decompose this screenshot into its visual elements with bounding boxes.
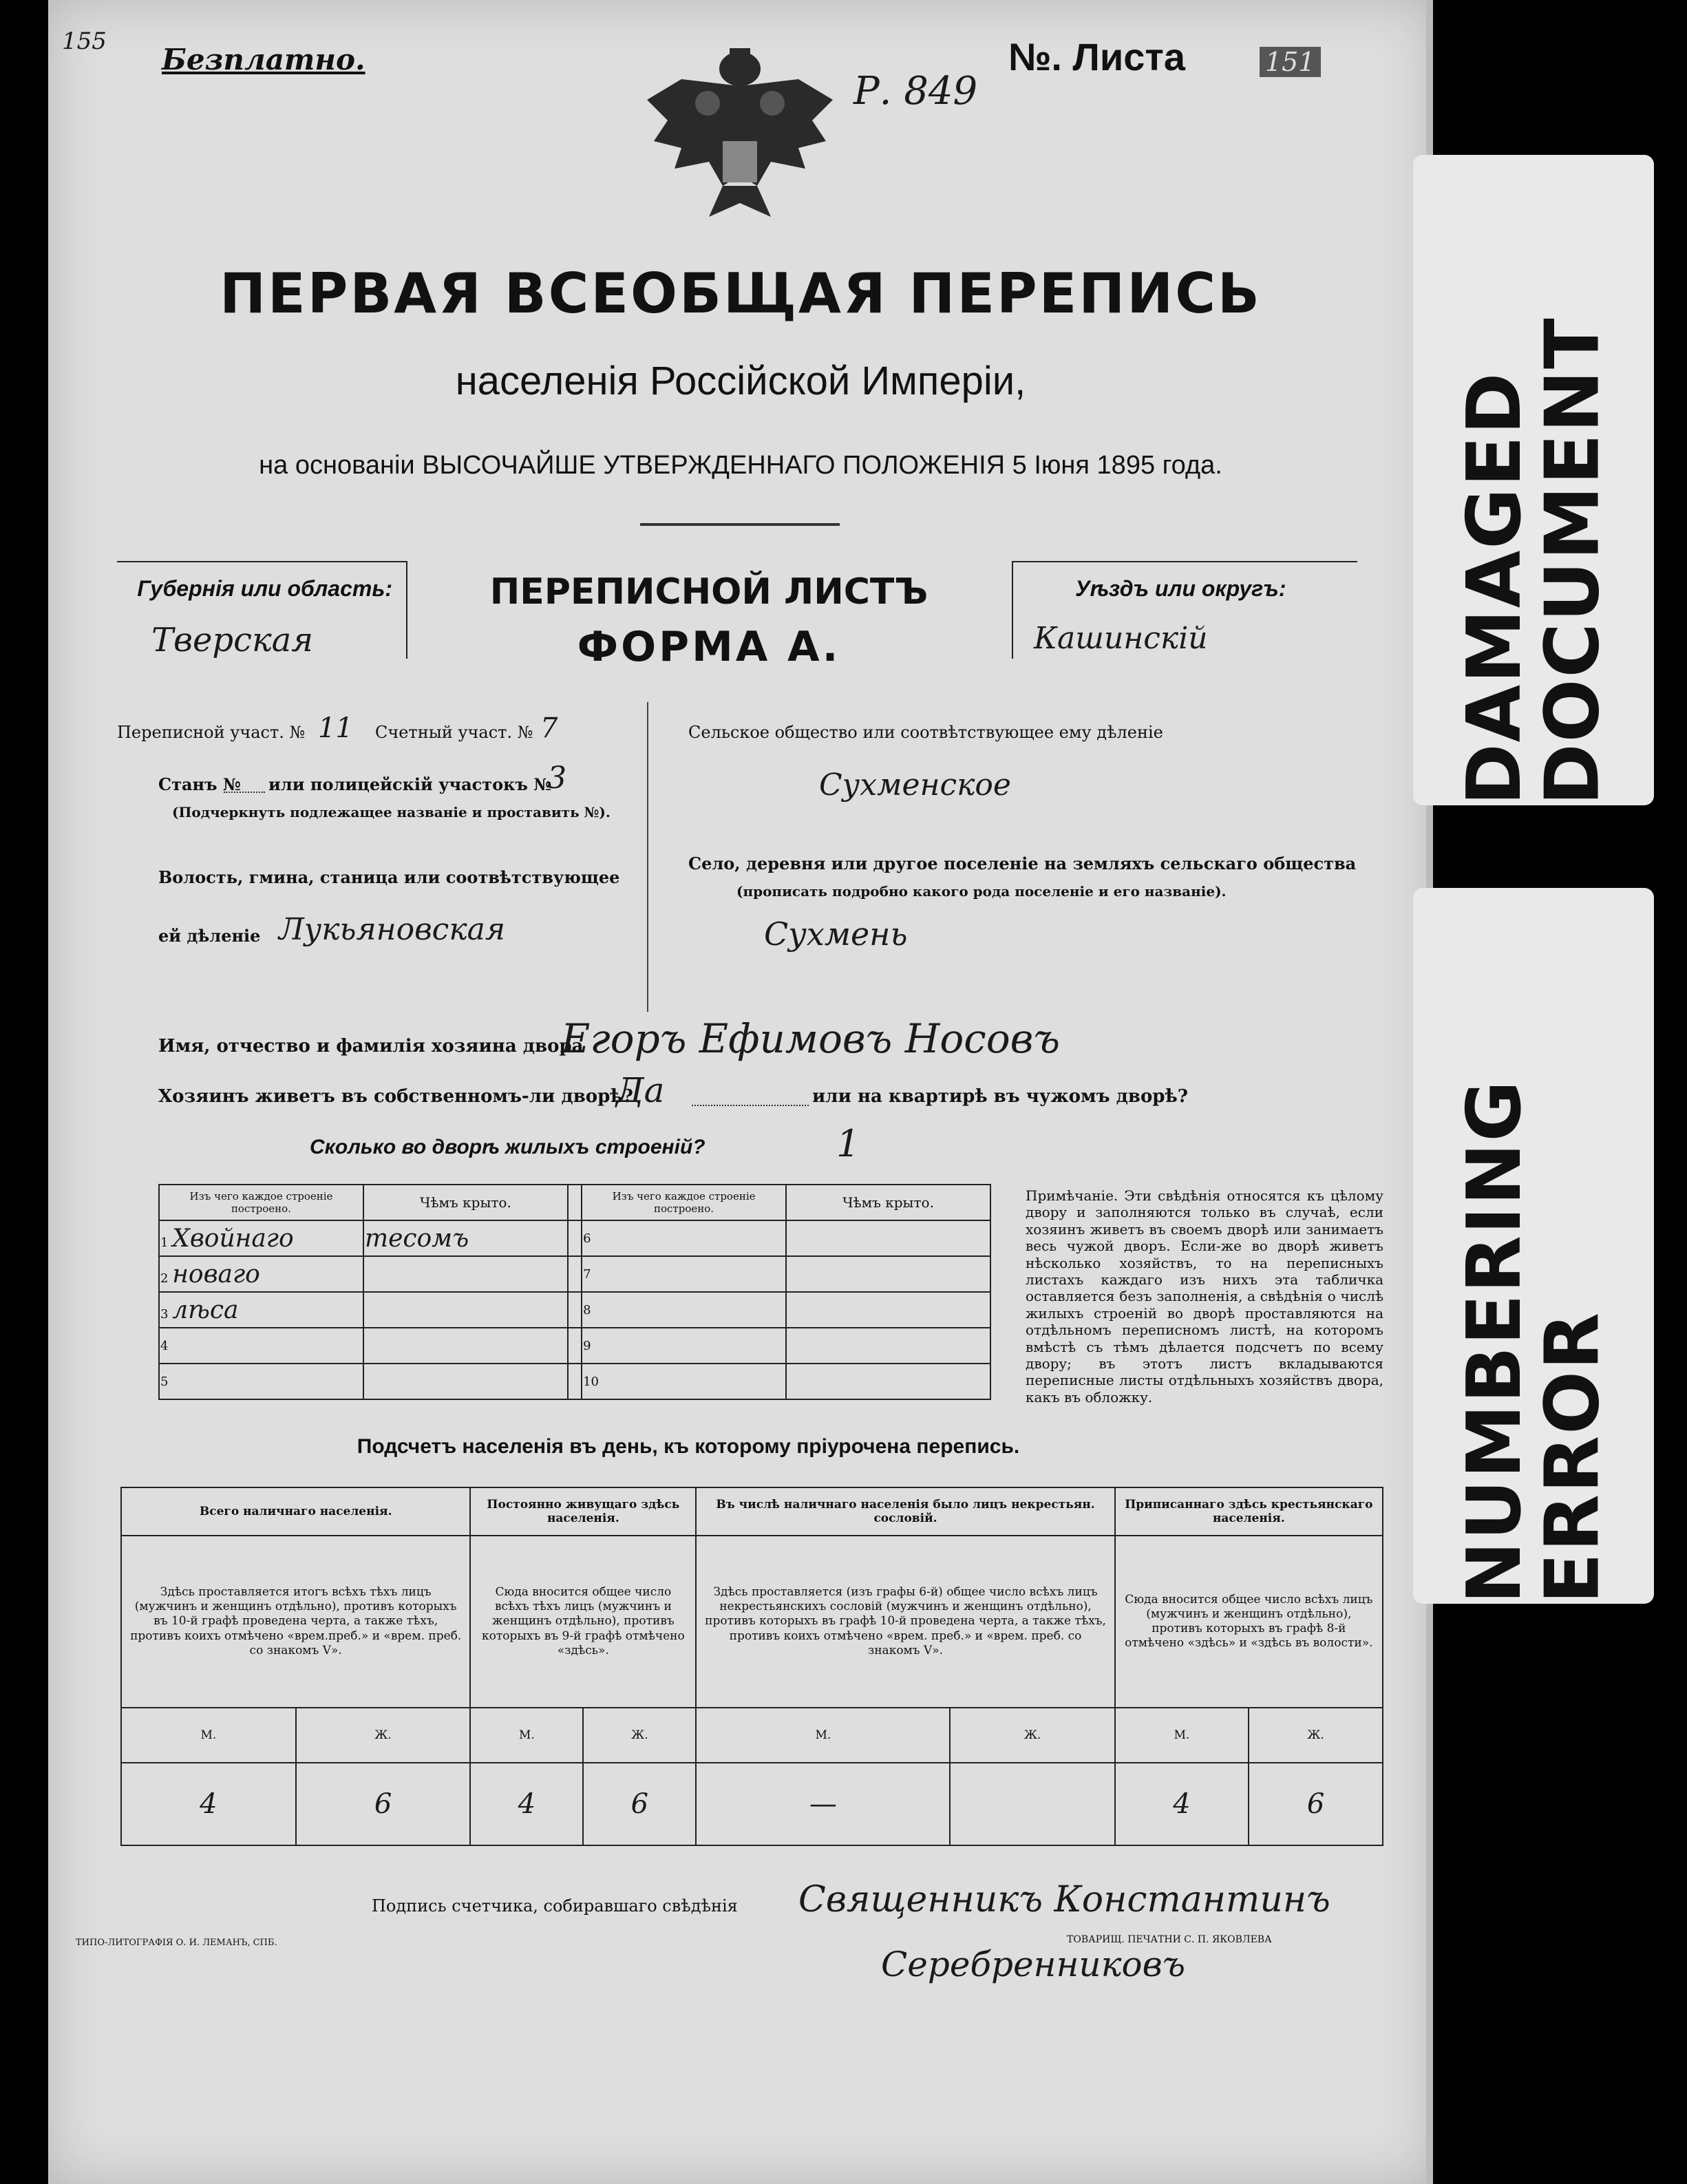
owner-label: Имя, отчество и фамилія хозяина двора <box>158 1036 584 1057</box>
population-title: Подсчетъ населенія въ день, къ которому пріурочена перепись. <box>357 1435 1020 1458</box>
pop-permanent-m: 4 <box>470 1763 583 1845</box>
selo-label: Село, деревня или другое поселеніе на земляхъ сельскаго общества <box>688 854 1357 873</box>
margin-number: 155 <box>62 28 107 55</box>
pop-f-label: Ж. <box>296 1708 471 1763</box>
stan-label: Станъ № <box>158 774 241 794</box>
pop-desc-3: Здѣсь проставляется (изъ графы 6-й) общее число всѣхъ лицъ некрестьянскихъ сословій (мужчинъ и женщинъ отдѣльно), противъ которыхъ въ графѣ 10-й проведена черта, а также тѣхъ, противъ коихъ отмѣчено «врем. преб.» и «врем. преб. со знакомъ V». <box>696 1536 1114 1708</box>
pop-head-1: Всего наличнаго населенія. <box>121 1487 470 1536</box>
legal-basis: на основаніи ВЫСОЧАЙШЕ УТВЕРЖДЕННАГО ПОЛОЖЕНІЯ 5 Іюня 1895 года. <box>259 451 1222 480</box>
main-title: ПЕРВАЯ ВСЕОБЩАЯ ПЕРЕПИСЬ <box>220 262 1262 326</box>
bt-row-5: 5 <box>159 1364 363 1399</box>
buildings-table <box>158 1184 991 1400</box>
form-title: ПЕРЕПИСНОЙ ЛИСТЪ <box>489 571 929 613</box>
volost-value: Лукьяновская <box>279 912 505 947</box>
pop-m-label: М. <box>470 1708 583 1763</box>
gubernia-box <box>117 561 407 659</box>
free-label: Безплатно. <box>162 43 365 76</box>
population-table <box>120 1487 1383 1846</box>
table-row <box>159 1364 990 1399</box>
selo-value: Сухмень <box>764 915 908 953</box>
police-label: или полицейскій участокъ № <box>268 774 552 794</box>
bt-row-4: 4 <box>159 1328 363 1364</box>
bt-col-roof-right: Чѣмъ крыто. <box>786 1185 990 1220</box>
column-divider <box>647 702 648 1012</box>
perepis-uch-value: 11 <box>318 712 353 744</box>
table-row: 3 лѣса 8 <box>159 1292 990 1328</box>
lives-rent-label: или на квартирѣ въ чужомъ дворѣ? <box>812 1086 1188 1107</box>
table-row: 2 новаго 7 <box>159 1256 990 1292</box>
pop-peasant-f: 6 <box>1249 1763 1383 1845</box>
police-value: 3 <box>547 761 566 796</box>
pop-nonpeasant-f <box>950 1763 1114 1845</box>
pop-f-label: Ж. <box>1249 1708 1383 1763</box>
subtitle: населенія Россійской Имперіи, <box>455 359 1026 403</box>
pop-peasant-m: 4 <box>1115 1763 1249 1845</box>
pop-m-label: М. <box>696 1708 950 1763</box>
lives-line <box>692 1105 809 1106</box>
selo-note: (прописать подробно какого рода поселеніе и его названіе). <box>736 883 1227 900</box>
schet-uch-value: 7 <box>540 712 558 744</box>
pop-head-4: Приписаннаго здѣсь крестьянскаго населенія. <box>1115 1487 1383 1536</box>
selskoe-value: Сухменское <box>819 767 1011 803</box>
schet-uch-label: Счетный участ. № <box>375 723 533 742</box>
pop-m-label: М. <box>121 1708 296 1763</box>
printer-right: ТОВАРИЩ. ПЕЧАТНИ С. П. ЯКОВЛЕВА <box>1067 1934 1272 1945</box>
pop-f-label: Ж. <box>950 1708 1114 1763</box>
pop-m-label: М. <box>1115 1708 1249 1763</box>
perepis-uch-label: Переписной участ. № <box>117 723 306 742</box>
gubernia-value: Тверская <box>151 621 314 659</box>
bt-roof-1: тесомъ <box>363 1220 568 1256</box>
pop-head-3: Въ числѣ наличнаго населенія было лицъ некрестьян. сословій. <box>696 1487 1114 1536</box>
bt-row-10: 10 <box>582 1364 786 1399</box>
signature-label: Подпись счетчика, собиравшаго свѣдѣнія <box>372 1896 738 1916</box>
bt-col-material-left: Изъ чего каждое строеніе построено. <box>159 1185 363 1220</box>
table-row <box>159 1328 990 1364</box>
bt-row-9: 9 <box>582 1328 786 1364</box>
selskoe-label: Сельское общество или соотвѣтствующее ему дѣленіе <box>688 723 1163 742</box>
pop-desc-4: Сюда вносится общее число всѣхъ лицъ (мужчинъ и женщинъ отдѣльно), противъ которыхъ въ графѣ 8-й отмѣчено «здѣсь» и «здѣсь въ волости». <box>1115 1536 1383 1708</box>
printer-left: ТИПО-ЛИТОГРАФІЯ О. И. ЛЕМАНЪ, СПБ. <box>76 1938 277 1948</box>
imperial-eagle-icon <box>626 38 853 237</box>
form-type: ФОРМА А. <box>577 623 841 671</box>
damaged-document-tag <box>1413 155 1654 805</box>
uezd-box <box>1012 561 1357 659</box>
pop-permanent-f: 6 <box>583 1763 696 1845</box>
stan-line <box>224 792 265 793</box>
bt-row-7: 7 <box>582 1256 786 1292</box>
pop-nonpeasant-m: — <box>696 1763 950 1845</box>
lives-own-value: Да <box>616 1070 665 1110</box>
note-text: Примѣчаніе. Эти свѣдѣнія относятся къ цѣлому двору и заполняются только въ случаѣ, если хозяинъ живетъ въ своемъ дворѣ или занимаетъ весь чужой дворъ. Если-же во дворѣ живетъ нѣсколько хозяйствъ, то на переписныхъ листахъ каждаго изъ нихъ эта табличка оставляется безъ заполненія, а свѣдѣнія о числѣ жилыхъ строеній во дворѣ проставляются на отдѣльномъ переписномъ листѣ, на которомъ вмѣстѣ съ тѣмъ дѣлается подсчетъ по всему двору; въ этотъ листъ вкладываются переписные листы отдѣльныхъ хозяйствъ двора, какъ въ обложку. <box>1026 1187 1383 1406</box>
signature-value: Священникъ Константинъ <box>798 1879 1330 1920</box>
pop-f-label: Ж. <box>583 1708 696 1763</box>
ornament-divider <box>640 523 840 526</box>
sheet-number-label: №. Листа <box>1008 35 1185 78</box>
buildings-label: Сколько во дворѣ жилыхъ строеній? <box>310 1136 705 1158</box>
numbering-error-tag <box>1413 888 1654 1604</box>
damaged-document-text: DAMAGED DOCUMENT <box>1451 317 1615 805</box>
lives-own-label: Хозяинъ живетъ въ собственномъ-ли дворѣ? <box>158 1086 633 1107</box>
bt-row-8: 8 <box>582 1292 786 1328</box>
bt-row-6: 6 <box>582 1220 786 1256</box>
numbering-error-text: NUMBERING ERROR <box>1451 1079 1615 1604</box>
bt-material-1: Хвойнаго <box>172 1224 294 1253</box>
uezd-label: Уѣздъ или округъ: <box>1075 576 1286 601</box>
signature-value-2: Серебренниковъ <box>881 1944 1186 1984</box>
archive-stamp-ref: Р. 849 <box>853 69 978 114</box>
bt-material-2: новаго <box>172 1260 260 1289</box>
owner-value: Егоръ Ефимовъ Носовъ <box>561 1015 1061 1062</box>
bt-col-roof-left: Чѣмъ крыто. <box>363 1185 568 1220</box>
uezd-value: Кашинскій <box>1034 621 1208 656</box>
buildings-value: 1 <box>836 1122 860 1165</box>
volost-label-line2: ей дѣленіе <box>158 926 261 946</box>
pop-desc-2: Сюда вносится общее число всѣхъ тѣхъ лицъ (мужчинъ и женщинъ отдѣльно), противъ которыхъ въ 9-й графѣ отмѣчено «здѣсь». <box>470 1536 696 1708</box>
underline-note: (Подчеркнуть подлежащее названіе и проставить №). <box>172 804 611 820</box>
pop-desc-1: Здѣсь проставляется итогъ всѣхъ тѣхъ лицъ (мужчинъ и женщинъ отдѣльно), противъ которыхъ въ 10-й графѣ проведена черта, а также тѣхъ, противъ коихъ отмѣчено «врем.преб.» и «врем. преб. со знакомъ V». <box>121 1536 470 1708</box>
bt-material-3: лѣса <box>172 1295 239 1324</box>
volost-label-line1: Волость, гмина, станица или соотвѣтствующее <box>158 867 620 887</box>
pop-total-m: 4 <box>121 1763 296 1845</box>
gubernia-label: Губернія или область: <box>137 576 392 601</box>
table-row: 1 Хвойнаго тесомъ 6 <box>159 1220 990 1256</box>
pop-total-f: 6 <box>296 1763 471 1845</box>
census-sheet <box>48 0 1433 2184</box>
pop-head-2: Постоянно живущаго здѣсь населенія. <box>470 1487 696 1536</box>
bt-col-material-right: Изъ чего каждое строеніе построено. <box>582 1185 786 1220</box>
sheet-number-value: 151 <box>1260 47 1321 77</box>
